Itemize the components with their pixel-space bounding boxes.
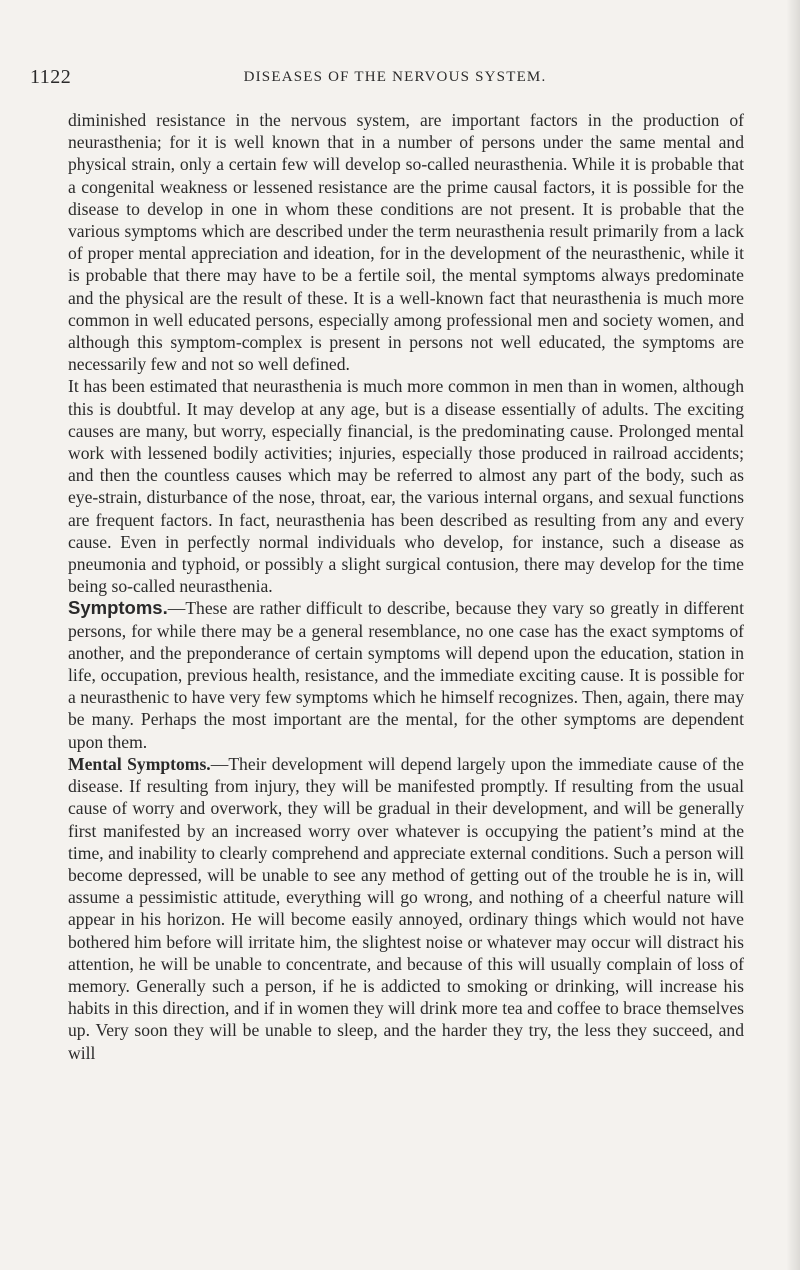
page-number: 1122 (30, 66, 72, 88)
subheading-mental-symptoms: Mental Symptoms. (68, 753, 211, 774)
paragraph-mental-symptoms (68, 753, 744, 1064)
page-header (30, 66, 760, 90)
section-heading-symptoms: Symptoms. (68, 597, 168, 619)
paragraph-symptoms-text: —These are rather difficult to describe, because they vary so greatly in different persons, for while there may be a general resemblance, no one case has the exact symptoms of another, and the preponderance of certain symptoms will depend upon the education, station in life, occupation, previous health, resistance, and the immediate exciting cause. It is possible for a neurasthenic to have very few symptoms which he himself recognizes. Then, again, there may be many. Perhaps the most important are the mental, for the other symptoms are dependent upon them. (68, 598, 744, 752)
paragraph-causes-continued: diminished resistance in the nervous system, are important factors in the production of neurasthenia; for it is well known that in a number of persons under the same mental and physical strain, only a certain few will develop so-called neurasthenia. While it is probable that a congenital weakness or lessened resistance are the prime causal factors, it is possible for the disease to develop in one in whom these conditions are not present. It is probable that the various symptoms which are described under the term neurasthenia result primarily from a lack of proper mental appreciation and ideation, for in the development of the neurasthenic, while it is probable that there may have to be a fertile soil, the mental symptoms always predominate and the physical are the result of these. It is a well-known fact that neurasthenia is much more common in well educated persons, especially among professional men and society women, and although this symptom-complex is present in persons not well educated, the symptoms are necessarily few and not so well defined. (68, 110, 744, 375)
page-edge-shadow (786, 0, 800, 1270)
paragraph-symptoms (68, 597, 744, 752)
running-head: DISEASES OF THE NERVOUS SYSTEM. (243, 69, 547, 85)
body-text (68, 109, 744, 1064)
paragraph-incidence: It has been estimated that neurasthenia is much more common in men than in women, although this is doubtful. It may develop at any age, but is a disease essentially of adults. The exciting causes are many, but worry, especially financial, is the predominating cause. Prolonged mental work with lessened bodily activities; injuries, especially those produced in railroad accidents; and then the countless causes which may be referred to almost any part of the body, such as eye-strain, disturbance of the nose, throat, ear, the various internal organs, and sexual functions are frequent factors. In fact, neurasthenia has been described as resulting from any and every cause. Even in perfectly normal individuals who develop, for instance, such a disease as pneumonia and typhoid, or possibly a slight surgical contusion, there may develop for the time being so-called neurasthenia. (68, 376, 744, 597)
paragraph-mental-symptoms-text: —Their development will depend largely upon the immediate cause of the disease. If resulting from injury, they will be manifested promptly. If resulting from the usual cause of worry and overwork, they will be gradual in their development, and will be generally first manifested by an increased worry over whatever is occupying the patient’s mind at the time, and inability to clearly comprehend and appreciate external conditions. Such a person will become depressed, will be unable to see any method of getting out of the trouble he is in, will assume a pessimistic attitude, everything will go wrong, and nothing of a cheerful nature will appear in his horizon. He will become easily annoyed, ordinary things which would not have bothered him before will irritate him, the slightest noise or whatever may occur will distract his attention, he will be unable to concentrate, and because of this will usually complain of loss of memory. Generally such a person, if he is addicted to smoking or drinking, will increase his habits in this direction, and if in women they will drink more tea and coffee to brace themselves up. Very soon they will be unable to sleep, and the harder they try, the less they succeed, and will (68, 753, 744, 1063)
